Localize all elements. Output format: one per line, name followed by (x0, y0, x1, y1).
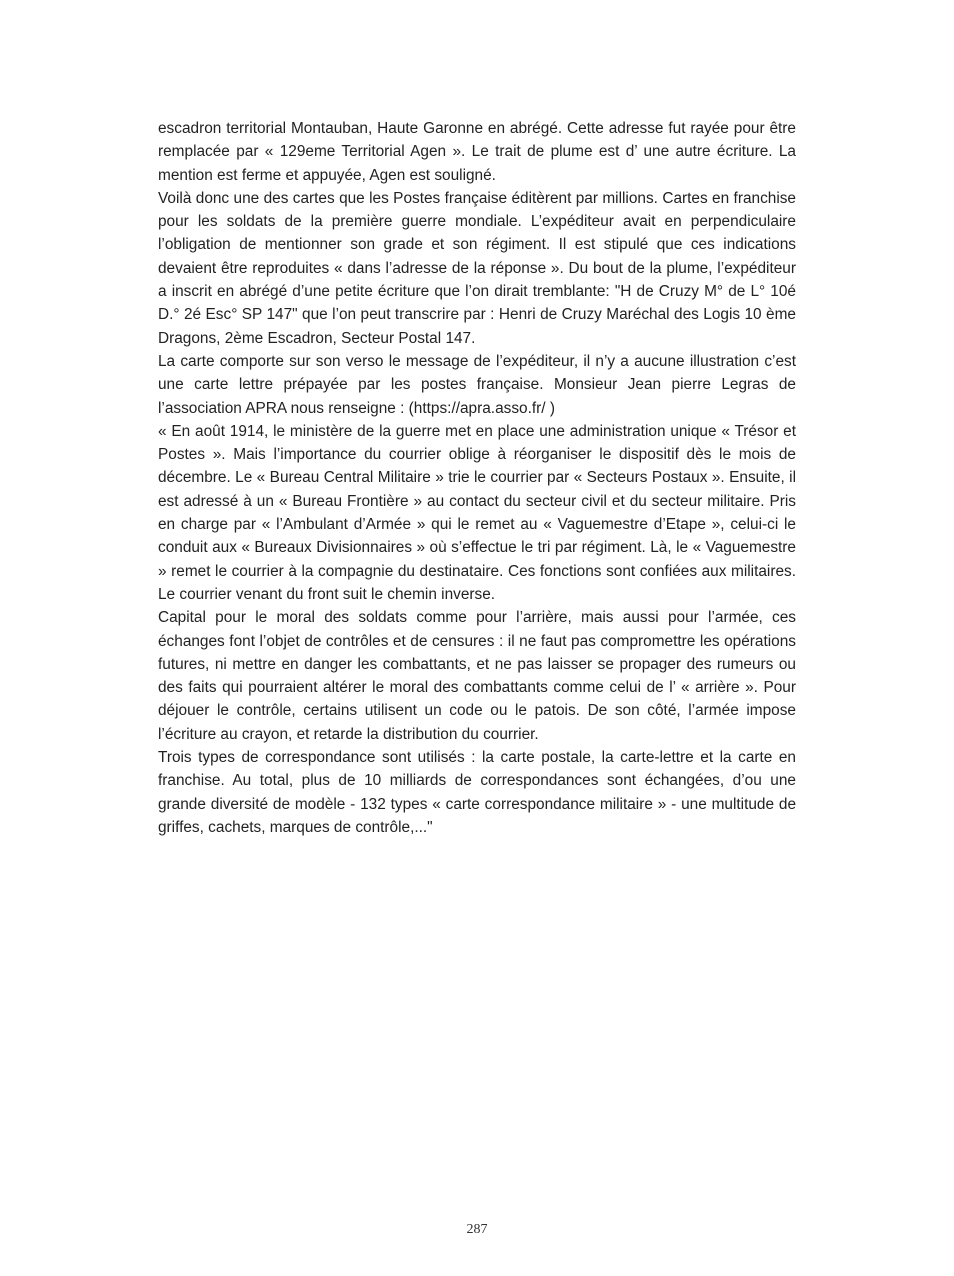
page-number: 287 (466, 1222, 488, 1237)
paragraph-franchise-card: Voilà donc une des cartes que les Postes française éditèrent par millions. Cartes en franchise pour les soldats de la première guerre mondiale. L’expéditeur avait en perpendiculaire l’obligation de mentionner son grade et son régiment. Il est stipulé que ces indications devaient être reproduites « dans l’adresse de la réponse ». Du bout de la plume, l’expéditeur a inscrit en abrégé d’une petite écriture que l’on dirait tremblante: "H de Cruzy M° de L° 10é D.° 2é Esc° SP 147" que l’on peut transcrire par : Henri de Cruzy Maréchal des Logis 10 ème Dragons, 2ème Escadron, Secteur Postal 147. (158, 189, 796, 347)
paragraph-address-correction: escadron territorial Montauban, Haute Garonne en abrégé. Cette adresse fut rayée pour être remplacée par « 129eme Territorial Agen ». Le trait de plume est d’ une autre écriture. La mention est ferme et appuyée, Agen est souligné. (158, 120, 796, 184)
paragraph-censorship: Capital pour le moral des soldats comme pour l’arrière, mais aussi pour l’armée, ces échanges font l’objet de contrôles et de censures : il ne faut pas compromettre les opérations futures, ni mettre en danger les combattants, et ne pas laisser se propager des rumeurs ou des faits qui pourraient altérer le moral des combattants comme celui de l’ « arrière ». Pour déjouer le contrôle, certains utilisent un code ou le patois. De son côté, l’armée impose l’écriture au crayon, et retarde la distribution du courrier. (158, 609, 796, 743)
paragraph-correspondence-types: Trois types de correspondance sont utilisés : la carte postale, la carte-lettre et la carte en franchise. Au total, plus de 10 milliards de correspondances sont échangées, d’ou une grande diversité de modèle - 132 types « carte correspondance militaire » - une multitude de griffes, cachets, marques de contrôle,..." (158, 749, 796, 836)
body-text (158, 117, 796, 839)
paragraph-postal-organization: « En août 1914, le ministère de la guerre met en place une administration unique « Trésor et Postes ». Mais l’importance du courrier oblige à réorganiser le dispositif dès le mois de décembre. Le « Bureau Central Militaire » trie le courrier par « Secteurs Postaux ». Ensuite, il est adressé à un « Bureau Frontière » au contact du secteur civil et du secteur militaire. Pris en charge par « l’Ambulant d’Armée » qui le remet au « Vaguemestre d’Etape », celui-ci le conduit aux « Bureaux Divisionnaires » où s’effectue le tri par régiment. Là, le « Vaguemestre » remet le courrier à la compagnie du destinataire. Ces fonctions sont confiées aux militaires. Le courrier venant du front suit le chemin inverse. (158, 422, 796, 603)
paragraph-card-verso: La carte comporte sur son verso le message de l’expéditeur, il n’y a aucune illustration c’est une carte lettre prépayée par les postes française. Monsieur Jean pierre Legras de l’association APRA nous renseigne : (https://apra.asso.fr/ ) (158, 352, 796, 417)
